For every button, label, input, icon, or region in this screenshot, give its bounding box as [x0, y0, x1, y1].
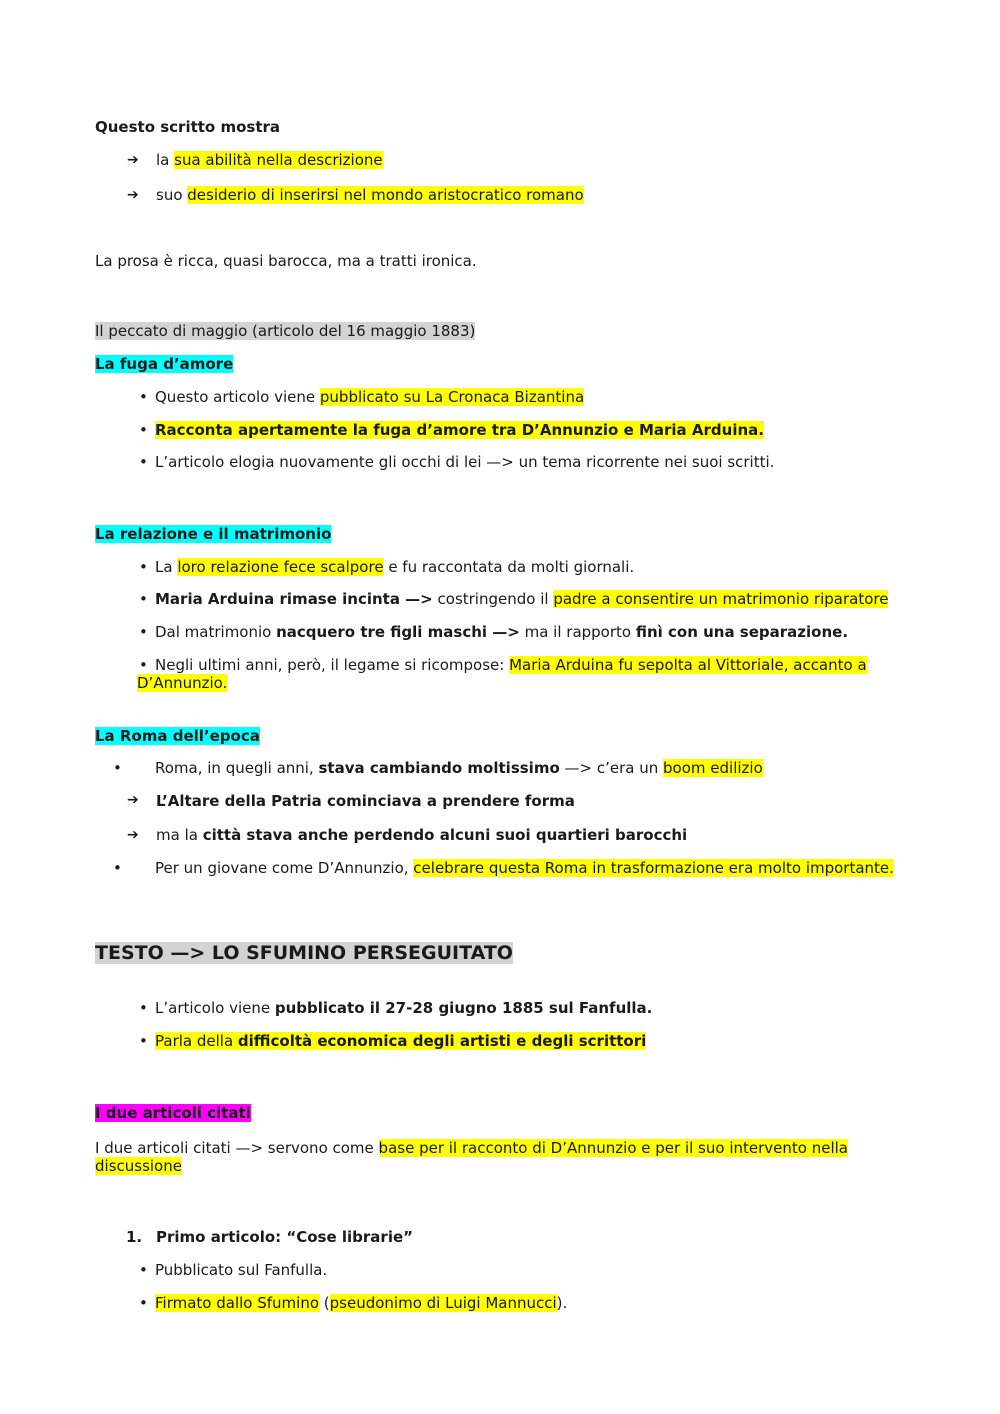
relazione-bullet-1: La loro relazione fece scalpore e fu raccontata da molti giornali. [155, 558, 635, 576]
arrow-icon: ➔ [127, 152, 139, 168]
bullet-icon: • [139, 421, 148, 439]
articoli-bullet-2: Firmato dallo Sfumino (pseudonimo di Luigi Mannucci). [155, 1294, 568, 1312]
relazione-bullet-2: Maria Arduina rimase incinta —> costringendo il padre a consentire un matrimonio riparatore [155, 590, 889, 608]
roma-arrow-1: L’Altare della Patria cominciava a prendere forma [156, 792, 575, 810]
roma-bullet-1: Roma, in quegli anni, stava cambiando moltissimo —> c’era un boom edilizio [155, 759, 763, 777]
bullet-icon: • [139, 656, 148, 674]
arrow-icon: ➔ [127, 792, 139, 808]
testo-title: TESTO —> LO SFUMINO PERSEGUITATO [95, 942, 513, 964]
intro-arrow-item-2: suo desiderio di inserirsi nel mondo aristocratico romano [156, 186, 584, 204]
bullet-icon: • [113, 759, 122, 777]
fuga-bullet-1: Questo articolo viene pubblicato su La Cronaca Bizantina [155, 388, 585, 406]
peccato-title: Il peccato di maggio (articolo del 16 maggio 1883) [95, 322, 476, 340]
fuga-heading: La fuga d’amore [95, 355, 234, 373]
intro-heading: Questo scritto mostra [95, 118, 281, 136]
roma-heading: La Roma dell’epoca [95, 727, 260, 745]
bullet-icon: • [139, 1032, 148, 1050]
relazione-bullet-4: Negli ultimi anni, però, il legame si ricompose: Maria Arduina fu sepolta al Vittoriale, accanto a [155, 656, 867, 674]
numbered-item-title: Primo articolo: “Cose librarie” [156, 1228, 413, 1246]
arrow-icon: ➔ [127, 187, 139, 203]
articoli-bullet-1: Pubblicato sul Fanfulla. [155, 1261, 328, 1279]
bullet-icon: • [139, 1261, 148, 1279]
relazione-heading: La relazione e il matrimonio [95, 525, 332, 543]
articoli-paragraph: I due articoli citati —> servono come base per il racconto di D’Annunzio e per il suo intervento nella [95, 1139, 848, 1157]
bullet-icon: • [139, 388, 148, 406]
roma-arrow-2: ma la città stava anche perdendo alcuni suoi quartieri barocchi [156, 826, 688, 844]
testo-bullet-2: Parla della difficoltà economica degli artisti e degli scrittori [155, 1032, 647, 1050]
arrow-icon: ➔ [127, 827, 139, 843]
bullet-icon: • [113, 859, 122, 877]
fuga-bullet-3: L’articolo elogia nuovamente gli occhi di lei —> un tema ricorrente nei suoi scritti. [155, 453, 775, 471]
bullet-icon: • [139, 590, 148, 608]
bullet-icon: • [139, 558, 148, 576]
roma-bullet-2: Per un giovane come D’Annunzio, celebrare questa Roma in trasformazione era molto importante. [155, 859, 894, 877]
relazione-bullet-4-cont: D’Annunzio. [137, 674, 228, 692]
bullet-icon: • [139, 1294, 148, 1312]
relazione-bullet-3: Dal matrimonio nacquero tre figli maschi —> ma il rapporto finì con una separazione. [155, 623, 849, 641]
articoli-paragraph-cont: discussione [95, 1157, 182, 1175]
articoli-heading: I due articoli citati [95, 1104, 251, 1122]
numbered-item-number: 1. [126, 1228, 143, 1246]
bullet-icon: • [139, 623, 148, 641]
bullet-icon: • [139, 453, 148, 471]
bullet-icon: • [139, 999, 148, 1017]
fuga-bullet-2: Racconta apertamente la fuga d’amore tra D’Annunzio e Maria Arduina. [155, 421, 764, 439]
intro-arrow-item-1: la sua abilità nella descrizione [156, 151, 383, 169]
testo-bullet-1: L’articolo viene pubblicato il 27-28 giugno 1885 sul Fanfulla. [155, 999, 653, 1017]
intro-prose: La prosa è ricca, quasi barocca, ma a tratti ironica. [95, 252, 477, 270]
